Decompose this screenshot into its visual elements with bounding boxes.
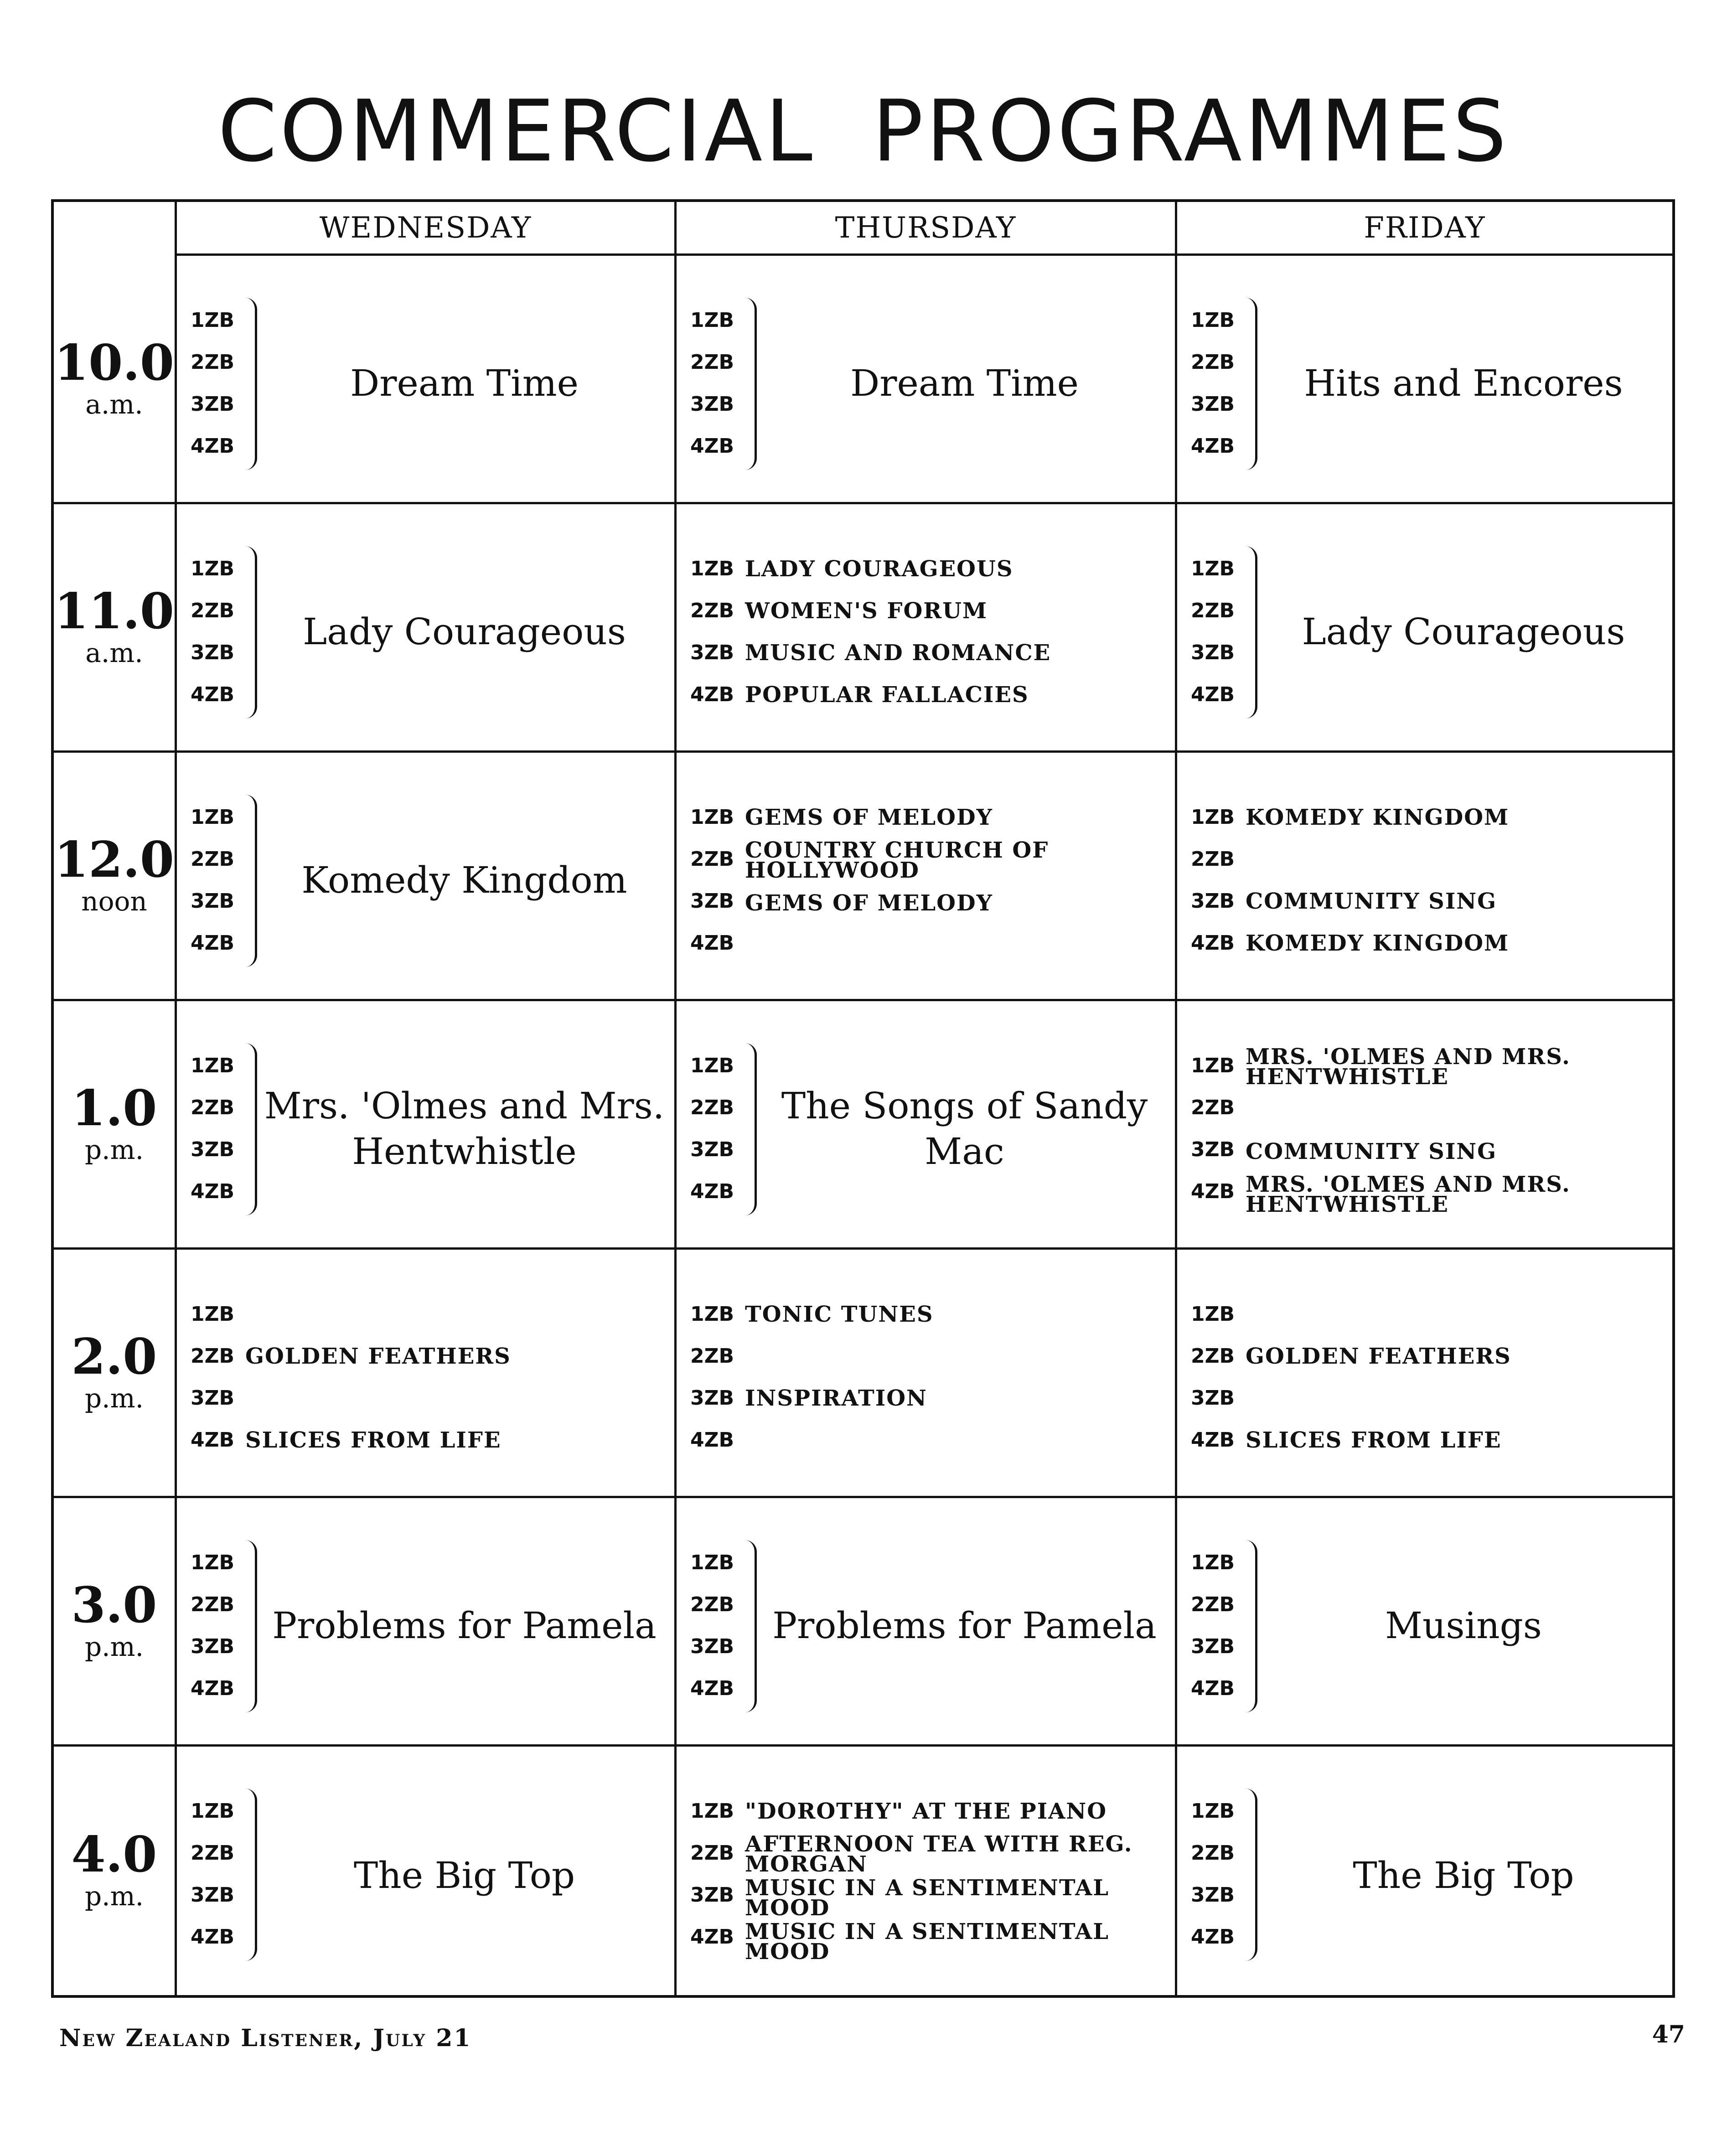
station-code: 2ZB <box>191 1841 235 1865</box>
programme-line: GOLDEN FEATHERS <box>245 1344 511 1369</box>
station-code: 3ZB <box>1191 889 1235 913</box>
station-code: 2ZB <box>690 1096 734 1119</box>
programme-lines <box>745 548 1166 716</box>
station-code: 3ZB <box>191 1635 235 1658</box>
station-list <box>690 796 734 964</box>
station-code: 4ZB <box>1191 683 1235 706</box>
programme-line: SLICES FROM LIFE <box>245 1427 502 1453</box>
brace <box>245 1789 257 1961</box>
station-code: 4ZB <box>1191 931 1235 955</box>
station-code: 2ZB <box>690 1344 734 1368</box>
station-list <box>690 300 734 467</box>
programme-line: AFTERNOON TEA WITH REG. MORGAN <box>745 1831 1133 1877</box>
station-list <box>191 1293 234 1461</box>
time-slot <box>54 753 177 1001</box>
station-code: 2ZB <box>1191 1593 1235 1616</box>
station-list <box>690 1045 734 1213</box>
programme-line: GOLDEN FEATHERS <box>1246 1344 1511 1369</box>
station-list <box>191 300 234 467</box>
station-list <box>191 548 234 716</box>
station-code: 2ZB <box>1191 1841 1235 1865</box>
station-code: 1ZB <box>690 1303 734 1326</box>
programme-title: Lady Courageous <box>303 610 626 653</box>
station-code: 3ZB <box>1191 1883 1235 1907</box>
time-slot <box>54 1001 177 1250</box>
station-code: 4ZB <box>191 434 235 458</box>
time-value: 1.0 <box>71 1079 157 1137</box>
programme-line <box>1246 1377 1663 1419</box>
programme-cell <box>677 753 1177 1001</box>
station-code: 1ZB <box>1191 309 1235 332</box>
programme-title: The Big Top <box>353 1854 575 1897</box>
station-code: 4ZB <box>191 683 235 706</box>
station-code: 4ZB <box>1191 1925 1235 1949</box>
station-code: 1ZB <box>1191 806 1235 829</box>
station-code: 4ZB <box>690 1925 734 1949</box>
programme-cell <box>1177 1498 1672 1747</box>
programme-lines <box>1246 1293 1663 1461</box>
station-code: 1ZB <box>191 806 235 829</box>
programme-lines <box>745 796 1166 966</box>
time-value: 2.0 <box>71 1328 157 1386</box>
programme-cell <box>177 504 677 753</box>
day-header-thursday: THURSDAY <box>677 202 1177 256</box>
station-code: 3ZB <box>191 1883 235 1907</box>
time-period: p.m. <box>85 1134 144 1165</box>
time-slot <box>54 1498 177 1747</box>
station-code: 3ZB <box>690 1386 734 1410</box>
programme-line: COUNTRY CHURCH OF HOLLYWOOD <box>745 838 1049 883</box>
station-list <box>690 1542 734 1710</box>
station-code: 1ZB <box>690 557 734 580</box>
station-code: 2ZB <box>191 1096 235 1119</box>
time-value: 4.0 <box>71 1826 157 1883</box>
time-period: noon <box>81 885 147 917</box>
time-period: p.m. <box>85 1631 144 1662</box>
programme-title: Lady Courageous <box>1302 610 1625 653</box>
programme-lines <box>745 1293 1166 1461</box>
time-slot <box>54 1250 177 1498</box>
programme-line: WOMEN'S FORUM <box>745 598 988 624</box>
programme-line: MUSIC IN A SENTIMENTAL MOOD <box>745 1875 1109 1921</box>
station-code: 1ZB <box>690 309 734 332</box>
time-value: 10.0 <box>54 334 175 392</box>
station-code: 3ZB <box>1191 1386 1235 1410</box>
brace <box>245 546 257 719</box>
station-code: 3ZB <box>1191 1635 1235 1658</box>
station-code: 4ZB <box>191 931 235 955</box>
station-code: 4ZB <box>1191 434 1235 458</box>
station-list <box>191 796 234 964</box>
programme-title: Dream Time <box>350 362 579 404</box>
programme-line <box>1246 838 1663 880</box>
station-code: 3ZB <box>191 393 235 416</box>
station-list <box>690 548 734 716</box>
time-slot <box>54 1747 177 1995</box>
station-code: 2ZB <box>191 1593 235 1616</box>
station-code: 2ZB <box>690 1841 734 1865</box>
station-code: 3ZB <box>191 1386 235 1410</box>
station-list <box>1191 1045 1235 1213</box>
station-code: 4ZB <box>191 1180 235 1203</box>
brace <box>745 1540 757 1712</box>
programme-line <box>745 1419 1166 1461</box>
time-value: 3.0 <box>71 1576 157 1634</box>
programme-line: COMMUNITY SING <box>1246 1139 1497 1164</box>
station-list <box>1191 1293 1235 1461</box>
station-code: 4ZB <box>690 683 734 706</box>
day-header-friday: FRIDAY <box>1177 202 1672 256</box>
station-code: 3ZB <box>1191 641 1235 664</box>
brace <box>245 1043 257 1215</box>
station-list <box>191 1045 234 1213</box>
station-code: 3ZB <box>690 393 734 416</box>
programme-cell <box>677 1250 1177 1498</box>
station-code: 3ZB <box>191 1138 235 1161</box>
station-code: 2ZB <box>690 599 734 622</box>
programme-title: Musings <box>1385 1604 1542 1647</box>
brace <box>245 1540 257 1712</box>
station-code: 4ZB <box>191 1677 235 1700</box>
station-code: 2ZB <box>191 1344 235 1368</box>
station-code: 1ZB <box>1191 557 1235 580</box>
station-code: 1ZB <box>191 309 235 332</box>
programme-cell <box>1177 1001 1672 1250</box>
programme-cell <box>1177 1747 1672 1995</box>
station-code: 4ZB <box>1191 1677 1235 1700</box>
programme-title: Hits and Encores <box>1304 362 1623 404</box>
station-code: 4ZB <box>1191 1428 1235 1452</box>
programme-line: LADY COURAGEOUS <box>745 556 1013 582</box>
programme-line <box>745 1335 1166 1377</box>
station-list <box>1191 300 1235 467</box>
programme-line: "DOROTHY" AT THE PIANO <box>745 1799 1107 1824</box>
header-corner <box>54 202 177 256</box>
programme-lines <box>245 1293 665 1461</box>
station-code: 1ZB <box>690 1551 734 1574</box>
programme-lines <box>1246 1045 1663 1216</box>
station-code: 4ZB <box>690 931 734 955</box>
station-code: 4ZB <box>191 1428 235 1452</box>
day-header-wednesday: WEDNESDAY <box>177 202 677 256</box>
programme-cell <box>677 256 1177 504</box>
time-period: a.m. <box>85 388 143 420</box>
station-code: 4ZB <box>690 434 734 458</box>
programme-cell <box>177 1001 677 1250</box>
brace <box>245 795 257 967</box>
time-value: 11.0 <box>54 582 175 640</box>
station-code: 2ZB <box>191 848 235 871</box>
station-list <box>690 1790 734 1958</box>
station-code: 2ZB <box>1191 848 1235 871</box>
station-code: 1ZB <box>690 1799 734 1823</box>
programme-line: MRS. 'OLMES AND MRS. HENTWHISTLE <box>1246 1044 1571 1090</box>
station-code: 2ZB <box>690 351 734 374</box>
programme-title: Komedy Kingdom <box>301 859 627 901</box>
page-title: COMMERCIAL PROGRAMMES <box>217 82 1510 181</box>
station-code: 4ZB <box>1191 1180 1235 1203</box>
programme-cell <box>177 256 677 504</box>
programme-title: The Big Top <box>1353 1854 1574 1897</box>
page-number: 47 <box>1652 2021 1685 2048</box>
programme-line: COMMUNITY SING <box>1246 889 1497 914</box>
station-list <box>1191 1790 1235 1958</box>
programme-cell <box>677 1001 1177 1250</box>
programme-cell <box>1177 753 1672 1001</box>
time-period: a.m. <box>85 637 143 668</box>
programme-line: POPULAR FALLACIES <box>745 682 1029 708</box>
station-code: 1ZB <box>690 1054 734 1077</box>
programme-line: MUSIC IN A SENTIMENTAL MOOD <box>745 1919 1109 1965</box>
programme-line: KOMEDY KINGDOM <box>1246 931 1510 956</box>
programme-cell <box>1177 504 1672 753</box>
station-code: 2ZB <box>1191 351 1235 374</box>
station-list <box>1191 796 1235 964</box>
time-period: p.m. <box>85 1881 144 1912</box>
station-code: 3ZB <box>690 1883 734 1907</box>
programme-cell <box>177 1747 677 1995</box>
station-code: 4ZB <box>690 1677 734 1700</box>
programme-cell <box>177 1250 677 1498</box>
station-list <box>690 1293 734 1461</box>
programme-title: Mrs. 'Olmes and Mrs. Hentwhistle <box>264 1085 665 1173</box>
station-code: 1ZB <box>1191 1054 1235 1077</box>
station-code: 1ZB <box>191 1054 235 1077</box>
programme-line: MRS. 'OLMES AND MRS. HENTWHISTLE <box>1246 1172 1571 1217</box>
programme-title: Dream Time <box>850 362 1079 404</box>
station-code: 2ZB <box>690 848 734 871</box>
brace <box>245 298 257 470</box>
station-code: 2ZB <box>690 1593 734 1616</box>
time-value: 12.0 <box>54 831 175 889</box>
station-code: 3ZB <box>191 641 235 664</box>
programme-title: Problems for Pamela <box>272 1604 657 1647</box>
station-code: 2ZB <box>191 351 235 374</box>
station-code: 1ZB <box>191 1303 235 1326</box>
brace <box>1246 546 1257 719</box>
programme-cell <box>677 504 1177 753</box>
brace <box>745 1043 757 1215</box>
station-list <box>1191 548 1235 716</box>
brace <box>1246 1540 1257 1712</box>
station-code: 1ZB <box>1191 1799 1235 1823</box>
programme-line: INSPIRATION <box>745 1386 927 1411</box>
programme-cell <box>1177 256 1672 504</box>
programme-cell <box>677 1498 1177 1747</box>
programme-line: SLICES FROM LIFE <box>1246 1427 1502 1453</box>
programme-line: KOMEDY KINGDOM <box>1246 805 1510 830</box>
station-list <box>191 1542 234 1710</box>
station-list <box>1191 1542 1235 1710</box>
station-code: 3ZB <box>690 1635 734 1658</box>
programme-line <box>1246 1089 1663 1131</box>
programme-cell <box>177 753 677 1001</box>
brace <box>745 298 757 470</box>
programme-cell <box>1177 1250 1672 1498</box>
station-code: 2ZB <box>1191 1344 1235 1368</box>
time-period: p.m. <box>85 1382 144 1414</box>
programme-line: GEMS OF MELODY <box>745 890 993 916</box>
station-code: 2ZB <box>191 599 235 622</box>
programme-title: Problems for Pamela <box>772 1604 1157 1647</box>
time-slot <box>54 256 177 504</box>
station-code: 3ZB <box>690 1138 734 1161</box>
programme-title: The Songs of Sandy Mac <box>781 1085 1148 1173</box>
programme-line <box>245 1293 665 1335</box>
station-code: 3ZB <box>191 889 235 913</box>
time-slot <box>54 504 177 753</box>
programme-lines <box>745 1790 1166 1964</box>
station-code: 1ZB <box>191 1551 235 1574</box>
programme-cell <box>677 1747 1177 1995</box>
programme-line: TONIC TUNES <box>745 1302 934 1327</box>
station-code: 1ZB <box>191 1799 235 1823</box>
programme-lines <box>1246 796 1663 964</box>
station-code: 3ZB <box>1191 393 1235 416</box>
station-code: 1ZB <box>1191 1551 1235 1574</box>
station-code: 1ZB <box>1191 1303 1235 1326</box>
programme-line: GEMS OF MELODY <box>745 805 993 830</box>
station-code: 3ZB <box>690 641 734 664</box>
programme-cell <box>177 1498 677 1747</box>
station-code: 4ZB <box>690 1180 734 1203</box>
programme-line <box>1246 1293 1663 1335</box>
programme-line <box>245 1377 665 1419</box>
station-code: 2ZB <box>1191 599 1235 622</box>
brace <box>1246 298 1257 470</box>
station-code: 4ZB <box>690 1428 734 1452</box>
station-code: 4ZB <box>191 1925 235 1949</box>
station-code: 3ZB <box>690 889 734 913</box>
station-list <box>191 1790 234 1958</box>
station-code: 3ZB <box>1191 1138 1235 1161</box>
programme-line: MUSIC AND ROMANCE <box>745 640 1051 666</box>
station-code: 2ZB <box>1191 1096 1235 1119</box>
publication-footer: New Zealand Listener, July 21 <box>59 2024 472 2052</box>
schedule-table <box>51 199 1675 1998</box>
programme-line <box>745 924 1166 966</box>
brace <box>1246 1789 1257 1961</box>
station-code: 1ZB <box>191 557 235 580</box>
station-code: 1ZB <box>690 806 734 829</box>
